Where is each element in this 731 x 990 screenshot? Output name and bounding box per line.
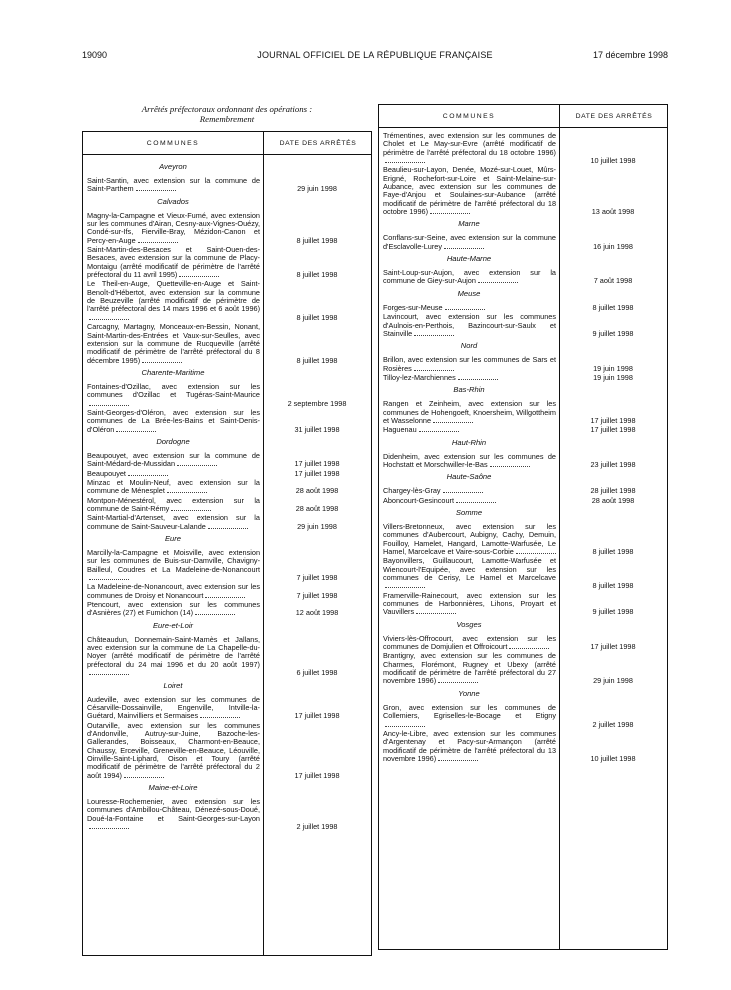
dot-leader <box>385 587 425 588</box>
commune-text-value: La Madeleine-de-Nonancourt, avec extension sur les communes de Droisy et Nonancourt <box>87 582 260 600</box>
table-row <box>83 383 373 408</box>
table-row <box>379 487 669 495</box>
commune-text-value: Saint-Martial-d'Artenset, avec extension sur la commune de Saint-Sauveur-Lalande <box>87 513 260 531</box>
dot-leader <box>128 475 168 476</box>
table-row <box>379 132 669 165</box>
table-row <box>83 583 373 600</box>
dot-leader <box>490 466 530 467</box>
section-subtitle: Remembrement <box>199 114 255 124</box>
dot-leader <box>509 648 549 649</box>
commune-text-value: Bayonvillers, Guillaucourt, Lamotte-Warfusée et Wiencourt-l'Equipée, avec extension sur les communes de Cerisy, Le Hamel et Marcelcave <box>383 556 556 583</box>
dot-leader <box>414 370 454 371</box>
commune-text <box>83 409 263 434</box>
dot-leader <box>142 362 182 363</box>
table-row <box>379 269 669 286</box>
region-heading: Haute-Marne <box>446 254 492 264</box>
decree-date: 7 juillet 1998 <box>296 590 338 600</box>
commune-text-value: Forges-sur-Meuse <box>383 302 443 312</box>
decree-date: 10 juillet 1998 <box>590 156 636 166</box>
region-heading: Dordogne <box>156 436 190 446</box>
commune-text-value: Chargey-lès-Gray <box>383 486 441 496</box>
commune-text <box>379 704 559 729</box>
commune-text-value: Beaulieu-sur-Layon, Denée, Mozé-sur-Louet, Mûrs-Erigné, Rochefort-sur-Loire et Saint-Melaine-sur-Aubance, avec extension sur les communes de Faye-d'Anjou et Soulaines-sur-Aubance (arrêté modificatif de périmètre de l'arrêté préfectoral du 18 octobre 1996) <box>383 165 556 217</box>
header-date: DATE DES ARRÊTÉS <box>279 140 357 147</box>
commune-text <box>83 280 263 322</box>
table-row <box>379 426 669 434</box>
table-row <box>83 280 373 322</box>
decree-date: 8 juillet 1998 <box>592 581 634 591</box>
decree-date: 16 juin 1998 <box>593 241 633 251</box>
dot-leader <box>138 242 178 243</box>
commune-text <box>83 383 263 408</box>
commune-text-value: Carcagny, Martagny, Monceaux-en-Bessin, Nonant, Saint-Martin-des-Entrées et Vaux-sur-Seulles, avec extension sur la commune de Rucqueville (arrêté modificatif de périmètre de l'arrêté préfectoral du 8 décembre 1995) <box>87 322 260 365</box>
header-communes: COMMUNES <box>442 113 496 120</box>
commune-text <box>379 132 559 165</box>
dot-leader <box>124 777 164 778</box>
table-row <box>83 177 373 194</box>
commune-text <box>379 234 559 251</box>
commune-text <box>83 583 263 600</box>
dot-leader <box>89 405 129 406</box>
table-row <box>83 452 373 469</box>
table-right <box>378 104 668 950</box>
commune-text-value: Le Theil-en-Auge, Quetteville-en-Auge et Saint-Benoît-d'Hébertot, avec extension sur la commune de Beuzeville (arrêté modificatif de périmètre de l'arrêté préfectoral des 14 mars 1996 et 6 août 1996) <box>87 279 260 314</box>
commune-text <box>379 652 559 685</box>
commune-text-value: Beaupouyet <box>87 468 126 478</box>
commune-text-value: Saint-Georges-d'Oléron, avec extension sur les communes de La Brée-les-Bains et Saint-Denis-d'Oléron <box>87 407 260 434</box>
decree-date: 23 juillet 1998 <box>590 459 636 469</box>
dot-leader <box>416 613 456 614</box>
decree-date: 8 juillet 1998 <box>592 302 634 312</box>
dot-leader <box>443 492 483 493</box>
dot-leader <box>200 717 240 718</box>
commune-text <box>379 304 559 312</box>
commune-text <box>83 323 263 365</box>
decree-date: 29 juin 1998 <box>593 676 633 686</box>
decree-date: 17 juillet 1998 <box>590 425 636 435</box>
commune-text-value: Didenheim, avec extension sur les communes de Hochstatt et Morschwiller-le-Bas <box>383 451 556 469</box>
dot-leader <box>456 502 496 503</box>
dot-leader <box>433 422 473 423</box>
table-row <box>379 635 669 652</box>
decree-date: 17 juillet 1998 <box>590 642 636 652</box>
table-body-left <box>83 159 371 832</box>
commune-text-value: Saint-Santin, avec extension sur la commune de Saint-Parthem <box>87 176 260 194</box>
commune-text <box>379 487 559 495</box>
commune-text <box>379 523 559 556</box>
commune-text <box>83 246 263 279</box>
decree-date: 8 juillet 1998 <box>296 312 338 322</box>
decree-date: 12 août 1998 <box>295 608 339 618</box>
region-heading: Haute-Saône <box>446 472 492 482</box>
region-heading: Meuse <box>457 288 481 298</box>
commune-text <box>83 696 263 721</box>
commune-text-value: Lavincourt, avec extension sur les communes d'Aulnois-en-Perthois, Bazincourt-sur-Saulx et Stainville <box>383 312 556 338</box>
commune-text-value: Beaupouyet, avec extension sur la commune de Saint-Médard-de-Mussidan <box>87 450 260 469</box>
region-heading: Calvados <box>157 196 189 206</box>
decree-date: 7 août 1998 <box>593 276 633 286</box>
dot-leader <box>458 379 498 380</box>
commune-text-value: Framerville-Rainecourt, avec extension sur les communes de Harbonnières, Lihons, Proyart et Vauvillers <box>383 590 556 617</box>
commune-text <box>83 601 263 618</box>
table-row <box>83 246 373 279</box>
issue-date: 17 décembre 1998 <box>592 50 668 60</box>
decree-date: 28 août 1998 <box>295 504 339 513</box>
decree-date: 6 juillet 1998 <box>296 668 338 678</box>
section-title: Arrêtés préfectoraux ordonnant des opérations : <box>141 104 313 114</box>
commune-text <box>379 374 559 382</box>
commune-text <box>379 269 559 286</box>
commune-text <box>83 549 263 582</box>
dot-leader <box>195 614 235 615</box>
commune-text-value: Outarville, avec extension sur les communes d'Andonville, Autruy-sur-Juine, Bazoche-les-Gallerandes, Boisseaux, Charmont-en-Beauce, Chaussy, Erceville, Greneville-en-Beauce, Léouville, Oinville-Saint-Liphard, Oison et Toury (arrêté modificatif de périmètre de l'arrêté préfectoral du 2 août 1994) <box>87 720 260 780</box>
commune-text-value: Haguenau <box>383 425 417 435</box>
decree-date: 17 juillet 1998 <box>294 459 340 469</box>
decree-date: 28 juillet 1998 <box>590 486 636 496</box>
table-row <box>83 409 373 434</box>
commune-text-value: Viviers-lès-Offrocourt, avec extension sur les communes de Domjulien et Offroicourt <box>383 633 556 652</box>
section-heading <box>82 104 372 124</box>
table-row <box>83 696 373 721</box>
dot-leader <box>438 760 478 761</box>
commune-text <box>379 635 559 652</box>
region-heading: Eure-et-Loir <box>152 620 194 630</box>
table-row <box>83 722 373 780</box>
decree-date: 10 juillet 1998 <box>590 753 636 763</box>
table-body-right <box>379 132 667 764</box>
commune-text-value: Trémentines, avec extension sur les communes de Cholet et Le May-sur-Evre (arrêté modificatif de périmètre de l'arrêté préfectoral du 18 octobre 1996) <box>383 131 556 157</box>
table-row <box>83 497 373 514</box>
table-row <box>83 798 373 831</box>
decree-date: 8 juillet 1998 <box>592 547 634 556</box>
region-heading: Maine-et-Loire <box>148 782 198 792</box>
dot-leader <box>445 309 485 310</box>
table-row <box>379 166 669 216</box>
table-row <box>379 374 669 382</box>
decree-date: 29 juin 1998 <box>297 184 337 194</box>
table-row <box>83 549 373 582</box>
decree-date: 2 juillet 1998 <box>592 719 634 729</box>
page-header <box>82 50 668 64</box>
commune-text <box>83 722 263 780</box>
table-row <box>379 704 669 729</box>
commune-text-value: Conflans-sur-Seine, avec extension sur la commune d'Esclavolle-Lurey <box>383 233 556 251</box>
commune-text <box>379 592 559 617</box>
table-row <box>379 652 669 685</box>
decree-date: 8 juillet 1998 <box>296 355 338 365</box>
dot-leader <box>116 431 156 432</box>
commune-text <box>83 177 263 194</box>
table-row <box>379 557 669 590</box>
dot-leader <box>430 213 470 214</box>
decree-date: 19 juin 1998 <box>593 363 633 373</box>
commune-text <box>379 426 559 434</box>
region-heading: Somme <box>455 507 483 517</box>
commune-text <box>379 400 559 425</box>
region-heading: Haut-Rhin <box>451 437 487 447</box>
page-number: 19090 <box>82 50 108 60</box>
commune-text-value: Rangen et Zeinheim, avec extension sur les communes de Hohengoeft, Knoersheim, Willgottheim et Wasselonne <box>383 399 556 425</box>
decree-date: 31 juillet 1998 <box>294 424 340 434</box>
decree-date: 17 juillet 1998 <box>294 711 340 721</box>
decree-date: 17 juillet 1998 <box>294 468 340 478</box>
commune-text <box>83 636 263 678</box>
dot-leader <box>89 828 129 829</box>
commune-text-value: Saint-Martin-des-Besaces et Saint-Ouen-des-Besaces, avec extension sur la commune de Placy-Montaigu (arrêté modificatif de périmètre de l'arrêté préfectoral du 11 avril 1995) <box>87 245 260 280</box>
decree-date: 2 septembre 1998 <box>287 398 347 408</box>
commune-text <box>83 212 263 245</box>
dot-leader <box>136 190 176 191</box>
dot-leader <box>179 276 219 277</box>
commune-text-value: Ancy-le-Libre, avec extension sur les communes d'Argentenay et Pacy-sur-Armançon (arrêté modificatif de périmètre de l'arrêté préfectoral du 13 novembre 1996) <box>383 728 556 763</box>
commune-text <box>379 166 559 216</box>
decree-date: 29 juin 1998 <box>297 521 337 531</box>
decree-date: 9 juillet 1998 <box>592 607 634 617</box>
dot-leader <box>167 492 207 493</box>
decree-date: 7 juillet 1998 <box>296 573 338 583</box>
commune-text-value: Aboncourt-Gesincourt <box>383 495 454 505</box>
commune-text <box>379 497 559 505</box>
region-heading: Aveyron <box>159 162 187 171</box>
table-header <box>379 105 667 128</box>
region-heading: Charente-Maritime <box>141 367 205 377</box>
table-row <box>83 601 373 618</box>
region-heading: Yonne <box>458 688 480 698</box>
dot-leader <box>208 528 248 529</box>
region-heading: Bas-Rhin <box>453 385 485 395</box>
commune-text-value: Saint-Loup-sur-Aujon, avec extension sur la commune de Giey-sur-Aujon <box>383 268 556 286</box>
commune-text-value: Fontaines-d'Ozillac, avec extension sur les communes d'Ozillac et Tugéras-Saint-Maurice <box>87 381 260 400</box>
table-row <box>83 479 373 496</box>
header-date: DATE DES ARRÊTÉS <box>575 113 653 120</box>
dot-leader <box>478 282 518 283</box>
dot-leader <box>385 726 425 727</box>
dot-leader <box>89 319 129 320</box>
commune-text <box>379 730 559 763</box>
commune-text <box>83 798 263 831</box>
table-row <box>83 323 373 365</box>
table-row <box>379 304 669 312</box>
commune-text <box>83 497 263 514</box>
commune-text-value: Audeville, avec extension sur les communes de Césarville-Dossainville, Engenville, Intville-la-Guétard, Mainvilliers et Sermaises <box>87 694 260 721</box>
table-row <box>83 212 373 245</box>
commune-text-value: Tilloy-lez-Marchiennes <box>383 372 456 382</box>
commune-text-value: Villers-Bretonneux, avec extension sur les communes d'Aubercourt, Aubigny, Cachy, Demuin, Fouilloy, Hamelet, Hangard, Lamotte-Warfusée, Le Hamel, Marcelcave et Vaire-sous-Corbie <box>383 521 556 556</box>
commune-text <box>379 453 559 470</box>
decree-date: 28 août 1998 <box>295 486 339 496</box>
decree-date: 17 juillet 1998 <box>294 770 340 780</box>
table-row <box>379 592 669 617</box>
commune-text-value: Châteaudun, Donnemain-Saint-Mamès et Jallans, avec extension sur la commune de La Chapelle-du-Noyer (arrêté modificatif de périmètre de l'arrêté préfectoral du 24 mai 1996 et du 20 août 1997) <box>87 634 260 669</box>
table-left <box>82 131 372 956</box>
region-heading: Marne <box>458 219 480 229</box>
table-row <box>379 356 669 373</box>
region-heading: Vosges <box>456 619 482 629</box>
dot-leader <box>385 162 425 163</box>
decree-date: 2 juillet 1998 <box>296 821 338 831</box>
commune-text-value: Magny-la-Campagne et Vieux-Fumé, avec extension sur les communes d'Airan, Cesny-aux-Vignes-Ouézy, Condé-sur-Ifs, Fierville-Bray, Mézidon-Canon et Percy-en-Auge <box>87 210 260 245</box>
decree-date: 8 juillet 1998 <box>296 270 338 280</box>
commune-text-value: Marcilly-la-Campagne et Moisville, avec extension sur les communes de Buis-sur-Damville, Chavigny-Bailleul, Coudres et La Madeleine-de-Nonancourt <box>87 548 260 574</box>
decree-date: 8 juillet 1998 <box>296 235 338 245</box>
decree-date: 13 août 1998 <box>591 207 635 217</box>
dot-leader <box>516 553 556 554</box>
commune-text <box>379 356 559 373</box>
header-communes: COMMUNES <box>146 140 200 147</box>
region-heading: Eure <box>164 534 182 544</box>
decree-date: 19 juin 1998 <box>593 372 633 382</box>
dot-leader <box>414 335 454 336</box>
dot-leader <box>444 248 484 249</box>
commune-text-value: Brantigny, avec extension sur les communes de Charmes, Florémont, Rugney et Ubexy (arrêté modificatif de périmètre de l'arrêté préfectoral du 27 novembre 1996) <box>383 651 556 686</box>
commune-text <box>379 313 559 338</box>
journal-title: JOURNAL OFFICIEL DE LA RÉPUBLIQUE FRANÇAISE <box>257 50 493 60</box>
commune-text-value: Minzac et Moulin-Neuf, avec extension sur la commune de Ménesplet <box>87 477 260 496</box>
commune-text <box>83 470 263 478</box>
dot-leader <box>177 465 217 466</box>
commune-text-value: Montpon-Ménestérol, avec extension sur la commune de Saint-Rémy <box>87 495 260 513</box>
commune-text-value: Louresse-Rochemenier, avec extension sur les communes d'Ambillou-Château, Dénezé-sous-Doué, Doué-la-Fontaine et Saint-Georges-sur-Layon <box>87 796 260 823</box>
region-heading: Nord <box>460 341 478 351</box>
table-row <box>379 497 669 505</box>
dot-leader <box>171 510 211 511</box>
dot-leader <box>89 674 129 675</box>
table-row <box>379 523 669 556</box>
dot-leader <box>89 579 129 580</box>
table-row <box>379 453 669 470</box>
decree-date: 17 juillet 1998 <box>590 415 636 425</box>
table-row <box>83 514 373 531</box>
table-header <box>83 132 371 155</box>
commune-text <box>83 452 263 469</box>
commune-text-value: Brillon, avec extension sur les communes de Sars et Rosières <box>383 355 556 373</box>
commune-text <box>83 479 263 496</box>
table-row <box>83 470 373 478</box>
table-row <box>83 636 373 678</box>
decree-date: 9 juillet 1998 <box>592 328 634 338</box>
table-row <box>379 400 669 425</box>
commune-text-value: Gron, avec extension sur les communes de Collemiers, Egriselles-le-Bocage et Etigny <box>383 702 556 721</box>
table-row <box>379 730 669 763</box>
dot-leader <box>205 597 245 598</box>
region-heading: Loiret <box>163 680 183 690</box>
dot-leader <box>438 682 478 683</box>
commune-text-value: Ptencourt, avec extension sur les communes d'Asnières (27) et Fumichon (14) <box>87 600 260 618</box>
table-row <box>379 313 669 338</box>
decree-date: 28 août 1998 <box>591 495 635 505</box>
commune-text <box>83 514 263 531</box>
dot-leader <box>419 431 459 432</box>
table-row <box>379 234 669 251</box>
commune-text <box>379 557 559 590</box>
